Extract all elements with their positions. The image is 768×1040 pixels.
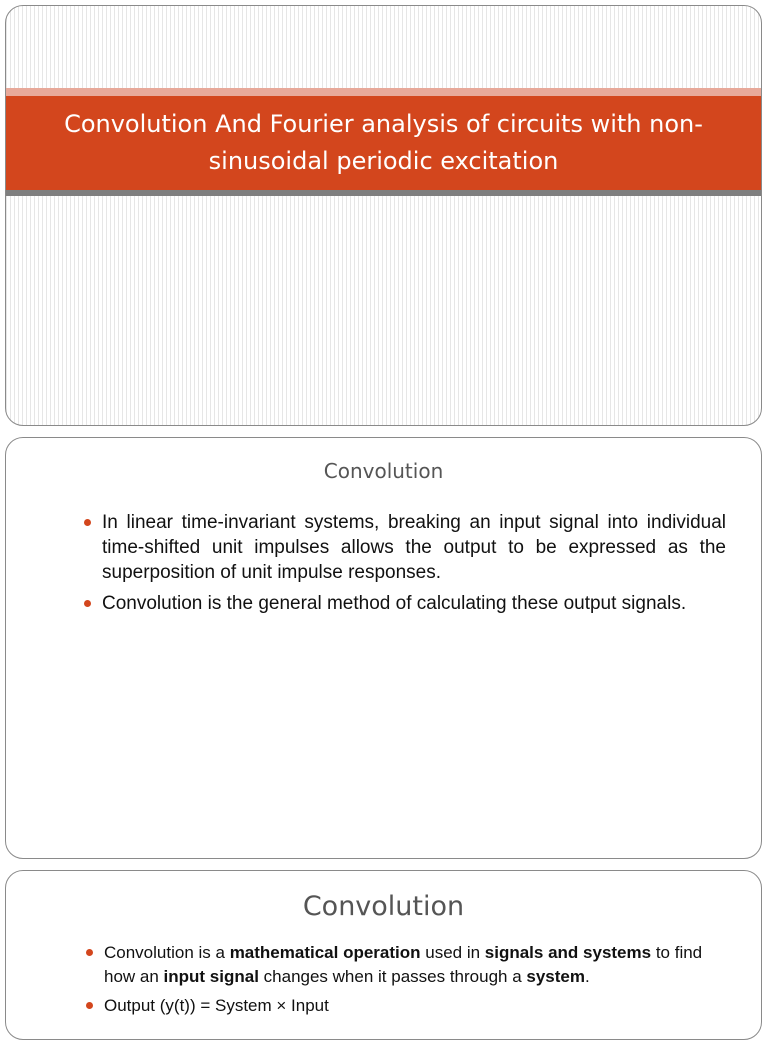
bold-term: signals and systems (484, 943, 652, 962)
bullet-dot-icon (84, 600, 91, 607)
bullet-text: In linear time-invariant systems, breaking an input signal into individual time-shifted unit impulses allows the output to be expressed as the superposition of unit impulse responses. (102, 512, 726, 583)
bold-term: input signal (163, 967, 259, 986)
title-band-bottom-stripe (6, 190, 761, 196)
slide-heading: Convolution (323, 459, 444, 483)
slide-heading: Convolution (302, 891, 465, 922)
bullet-text: Output (y(t)) = System × Input (104, 996, 329, 1015)
bold-term: mathematical operation (229, 943, 421, 962)
bold-term: system (526, 967, 585, 986)
bullet-item (82, 591, 726, 616)
bullet-dot-icon (86, 949, 93, 956)
bullet-text-part: changes when it passes through a (258, 967, 527, 986)
bullet-text: Convolution is the general method of calculating these output signals. (102, 593, 687, 614)
title-slide (5, 5, 762, 426)
convolution-slide-1 (5, 437, 762, 859)
convolution-slide-2 (5, 870, 762, 1040)
bullet-text-part: Convolution is a (104, 943, 230, 962)
bullet-list (84, 941, 734, 1023)
bullet-dot-icon (84, 519, 91, 526)
bullet-text-part: to find how an (104, 943, 703, 986)
bullet-text-part: . (585, 967, 590, 986)
title-band-top-stripe (6, 88, 761, 96)
bullet-item (82, 510, 726, 585)
bullet-text-part: used in (420, 943, 485, 962)
slide-title: Convolution And Fourier analysis of circuits with non-sinusoidal periodic excitation (64, 110, 703, 175)
bullet-dot-icon (86, 1002, 93, 1009)
title-band (6, 96, 761, 190)
bullet-list (82, 510, 726, 622)
bullet-item (84, 941, 734, 989)
bullet-item (84, 994, 734, 1018)
